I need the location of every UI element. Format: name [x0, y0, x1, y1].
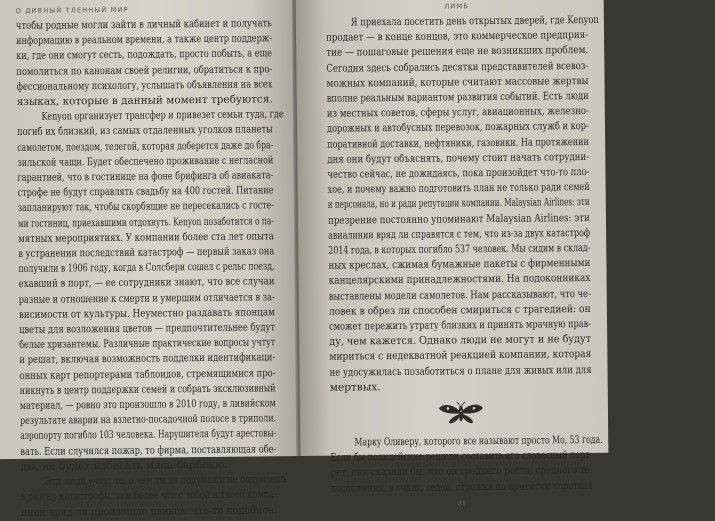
text-line: запланируют так, чтобы скорбящие не пересекались с госте- — [17, 199, 274, 215]
text-line: выставлены модели самолетов. Нам рассказывают, что че- — [328, 287, 591, 303]
text-line: информацию в реальном времени, а также центр поддерж- — [15, 32, 273, 48]
text-line: из местных советов, сферы услуг, авиационных, железно- — [326, 105, 589, 120]
left-page-body — [15, 16, 288, 520]
text-line: вать. Если случился пожар, то фирма, поставляющая обе- — [20, 442, 277, 458]
text-line: Эти люди учтут то, о чем ты не подумал и не подумаешь — [45, 473, 288, 488]
text-line: строфе не будут справлять свадьбу на 400 гостей. Питание — [17, 184, 274, 200]
text-line: продает — в конце концов, это коммерческое предприя- — [325, 29, 589, 44]
text-line: Kenyon организует трансфер и привезет семьи туда, где — [41, 108, 284, 123]
text-line: ехавший в порт, — ее сотрудники знают, что все случаи — [18, 275, 275, 291]
text-line: хое, и почему важно подготовить план не только ради семей — [327, 181, 590, 196]
text-line: фессиональному психологу, услышать объявления на всех — [16, 78, 273, 93]
text-line: мириться с недекватной реакцией компании, которая — [329, 348, 592, 364]
text-line: самолетом, поездом, телегой, которая доберется даже до бра- — [17, 138, 274, 154]
text-line: ки, где они смогут сесть, подождать, просто побыть, а еще — [16, 47, 273, 63]
text-line: ду, чем кажется. Однако люди не могут и не будут — [329, 333, 592, 348]
text-line: ды, не будет избегать мяса барбекю. — [20, 458, 228, 473]
text-line: чтобы родные могли зайти в личный кабинет и получать — [15, 17, 272, 32]
text-line: аэропорту погибло 103 человека. Нарушителя будут арестовы- — [20, 427, 277, 443]
text-line: ных креслах, сжимая бумажные пакеты с фирменными — [328, 257, 591, 272]
text-line: и решат, включая возможность подделки идентификаци- — [19, 351, 276, 367]
text-line: нией вряд ли произошло раньше что-то подобное. — [20, 503, 277, 519]
text-line: тие — пошаговые решения еще не возникших проблем. — [326, 44, 589, 60]
text-line: получили в 1906 году, когда в Солсбери сошел с рельс поезд, — [18, 260, 275, 276]
text-line: рет, они сказали бы, что он среднего роста, среднего те- — [330, 464, 593, 480]
text-line: авиалинии вряд ли справятся с тем, что из-за двух катастроф — [328, 226, 591, 242]
text-line: дорожных и автобусных перевозок, пожарных служб и кор- — [326, 120, 589, 136]
running-head-left: О ДИВНЫЙ ТЛЕННЫЙ МИР — [15, 5, 129, 15]
text-line: мертвых. — [329, 381, 381, 394]
text-line: ловек в обрез ли способен смириться с трагедией: он — [328, 302, 591, 318]
text-line: никнуть в центр поддержки семей и собрать эксклюзивный — [19, 382, 276, 397]
page-number: 81 — [457, 499, 467, 508]
text-line: материал, — ровно это произошло в 2010 году, в ливийском — [19, 397, 276, 413]
text-line: вполне реальным вариантом развития событий. Есть люди — [326, 89, 589, 105]
text-line: и персонала, но и ради репутации компании. Malaysian Airlines: эти — [327, 196, 590, 212]
text-line: цветы для возложения цветов — предпочтительнее будут — [19, 321, 276, 337]
moth-ornament-graphic — [438, 401, 484, 425]
running-head-right: ЛИМБ — [444, 2, 470, 11]
text-line: мятных мероприятиях. У компании более ста лет опыта — [18, 230, 274, 245]
text-line: Я приехала посетить день открытых дверей, где Kenyon — [350, 13, 599, 29]
left-page — [0, 0, 300, 519]
text-line: Если бы полицейские решили составить его словесный порт- — [330, 449, 593, 464]
text-line: помолиться по канонам своей религии, обратиться к про- — [16, 62, 273, 78]
right-page — [296, 0, 609, 508]
right-page-body-bottom — [330, 433, 603, 497]
text-line: Сегодня здесь собрались десятки представителей всевоз- — [326, 59, 589, 75]
text-line: презрение постоянно упоминают Malaysian Airlines: эти — [327, 211, 590, 227]
text-line: ми гостиниц, приехавшими отдохнуть. Kenyon позаботится о па- — [17, 214, 274, 230]
text-line: зильской чащи. Будет обеспечено проживание с негласной — [17, 154, 274, 169]
text-line: дня они будут объяснять, почему стоит начать сотрудни- — [327, 150, 590, 166]
text-line: белые хризантемы. Различные практические вопросы учтут — [19, 336, 276, 352]
text-line: в устранении последствий катастроф — первый заказ она — [18, 245, 275, 260]
text-line: разные и отношение к смерти и умершим отличается в за- — [18, 290, 275, 306]
right-page-body-top — [325, 13, 599, 396]
text-line: чество сейчас, не дожидаясь, пока произойдет что-то пло- — [327, 165, 590, 181]
text-line: не удосужилась позаботиться о плане для живых или для — [329, 363, 592, 379]
text-line: 2014 года, в которых погибло 537 человек. Мы сидим в склад- — [328, 242, 591, 257]
moth-icon — [330, 397, 592, 430]
text-line: онных карт репортерами таблоидов, стремящимися про- — [19, 366, 276, 382]
text-line: Марку Оливеру, которого все называют просто Мо, 53 года. — [354, 433, 603, 449]
text-line: языках, которые в данный момент требуются. — [16, 93, 273, 108]
text-line: сможет пережить утрату близких и принять мрачную прав- — [329, 318, 592, 333]
text-line: погиб их близкий, из самых отдаленных уголков планеты — [16, 123, 273, 139]
text-line: гарантией, что в гостинице на фоне брифинга об авиаката- — [17, 169, 274, 184]
text-line: канцелярскими принадлежностями. На подоконниках — [328, 272, 591, 288]
text-line: результате аварии на взлетно-посадочной полосе в триполи. — [19, 412, 277, 428]
text-line: висимости от культуры. Неуместно раздавать японцам — [18, 306, 275, 321]
text-line: поративной доставки, нефтяники, газовики. На протяжении — [327, 135, 589, 151]
text-line: можных компаний, которые считают массовые жертвы — [326, 74, 589, 90]
text-line: лосложения, в очках, седой, стрижка по-армейски короткая — [330, 479, 593, 495]
text-line: в разгар катастрофы, тем более что с тобой и твоей компа- — [20, 488, 277, 504]
